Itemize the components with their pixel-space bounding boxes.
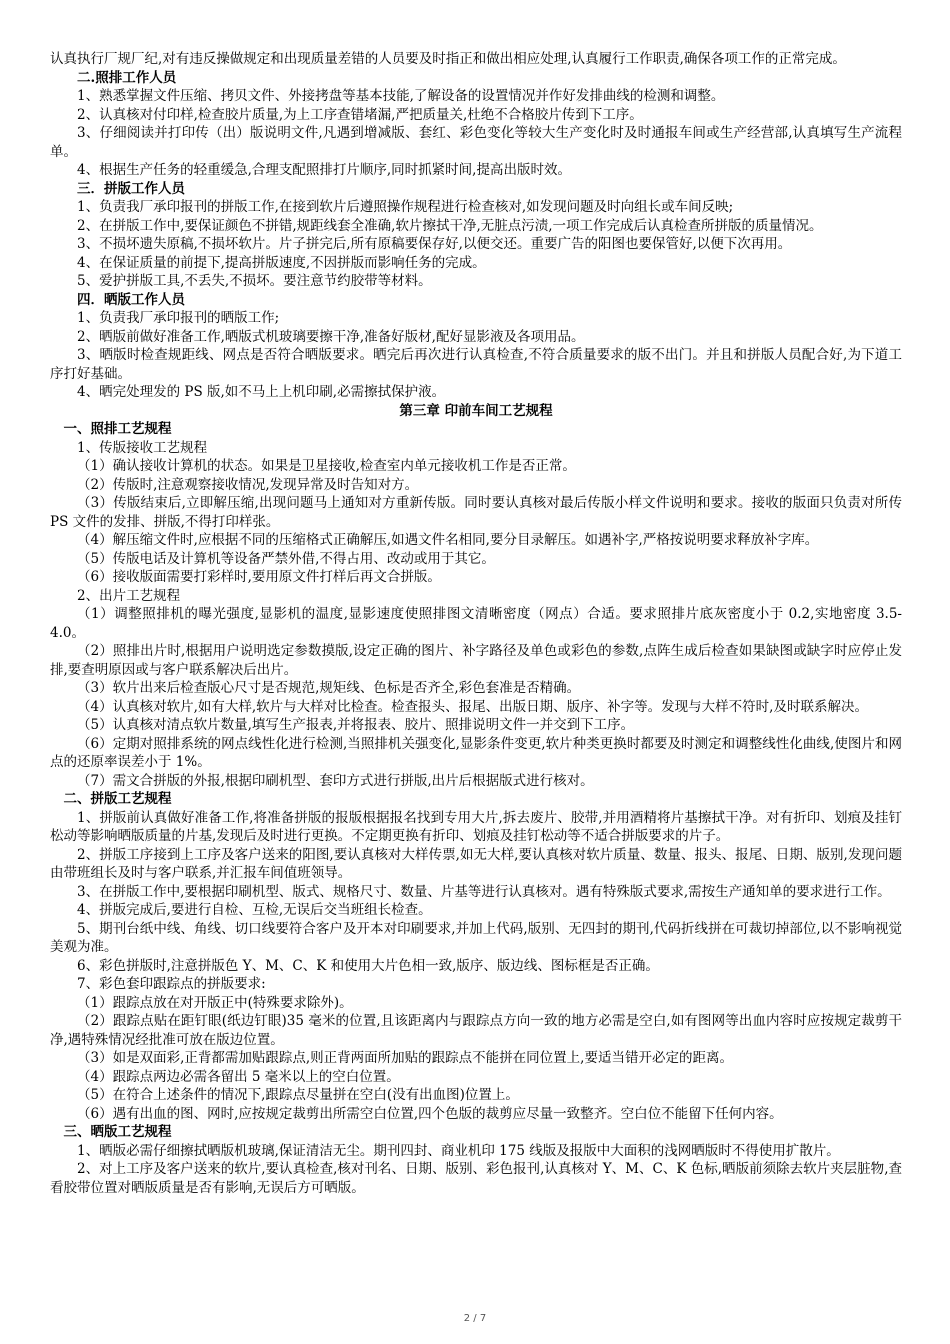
document-body: [50, 50, 902, 1197]
paragraph: 4、晒完处理发的 PS 版,如不马上上机印刷,必需擦拭保护液。: [77, 384, 446, 400]
paragraph: （4）解压缩文件时,应根据不同的压缩格式正确解压,如遇文件名相同,要分目录解压。如遇补字,严格按说明要求释放补字库。: [77, 532, 819, 548]
paragraph: （1）确认接收计算机的状态。如果是卫星接收,检查室内单元接收机工作是否正常。: [77, 458, 576, 474]
paragraph: 3、不损坏遗失原稿,不损坏软片。片子拼完后,所有原稿要保存好,以便交还。重要广告的阳图也要保管好,以便下次再用。: [77, 236, 792, 252]
paragraph: （3）传版结束后,立即解压缩,出现问题马上通知对方重新传版。同时要认真核对最后传版小样文件说明和要求。接收的版面只负责对所传 PS 文件的发排、拼版,不得打印样张。: [50, 495, 902, 530]
paragraph: （4）跟踪点两边必需各留出 5 毫米以上的空白位置。: [77, 1068, 400, 1085]
paragraph: 1、负责我厂承印报刊的晒版工作;: [77, 310, 280, 326]
paragraph: （2）跟踪点贴在距钉眼(纸边钉眼)35 毫米的位置,且该距离内与跟踪点方向一致的地方必需是空白,如有图网等出血内容时应按规定裁剪干净,遇特殊情况经批准可放在版边位置。: [50, 1013, 902, 1048]
paragraph: 2、在拼版工作中,要保证颜色不拼错,规距线套全准确,软片擦拭干净,无脏点污渍,一项工作完成后认真检查所拼版的质量情况。: [77, 217, 823, 234]
section-heading: 四．晒版工作人员: [77, 291, 185, 308]
paragraph: 5、爱护拼版工具,不丢失,不损坏。要注意节约胶带等材料。: [77, 273, 432, 289]
paragraph: （2）照排出片时,根据用户说明选定参数摸版,设定正确的图片、补字路径及单色或彩色的参数,点阵生成后检查如果缺图或缺字时应停止发排,要查明原因或与客户联系解决后出片。: [50, 643, 902, 678]
paragraph: 2、晒版前做好准备工作,晒版式机玻璃要擦干净,准备好版材,配好显影液及各项用品。: [77, 328, 585, 345]
paragraph: （6）遇有出血的图、网时,应按规定裁剪出所需空白位置,四个色版的裁剪应尽量一致整齐。空白位不能留下任何内容。: [77, 1105, 783, 1122]
paragraph: 3、晒版时检查规距线、网点是否符合晒版要求。晒完后再次进行认真检查,不符合质量要求的版不出门。并且和拼版人员配合好,为下道工序打好基础。: [50, 347, 902, 382]
paragraph: 1、传版接收工艺规程: [77, 439, 208, 456]
paragraph: （1）跟踪点放在对开版正中(特殊要求除外)。: [77, 994, 353, 1011]
paragraph: 3、在拼版工作中,要根据印刷机型、版式、规格尺寸、数量、片基等进行认真核对。遇有特殊版式要求,需按生产通知单的要求进行工作。: [77, 883, 891, 900]
paragraph: 4、在保证质量的前提下,提高拼版速度,不因拼版而影响任务的完成。: [77, 254, 486, 271]
section-heading: 三、晒版工艺规程: [63, 1124, 172, 1140]
paragraph: 1、拼版前认真做好准备工作,将准备拼版的报版根据报名找到专用大片,拆去废片、胶带,并用酒精将片基擦拭干净。对有折印、划痕及挂钉松动等影响晒版质量的片基,发现后及时进行更换。不定期更换有折印、划痕及挂钉松动等不适合拼版要求的片子。: [50, 809, 902, 844]
paragraph: 2、认真核对付印样,检查胶片质量,为上工序查错堵漏,严把质量关,杜绝不合格胶片传到下工序。: [77, 106, 643, 123]
paragraph: 认真执行厂规厂纪,对有违反操做规定和出现质量差错的人员要及时指正和做出相应处理,认真履行工作职责,确保各项工作的正常完成。: [50, 51, 846, 67]
section-heading: 三．拼版工作人员: [77, 180, 185, 197]
paragraph: 4、拼版完成后,要进行自检、互检,无误后交当班组长检查。: [77, 902, 432, 918]
paragraph: 2、拼版工序接到上工序及客户送来的阳图,要认真核对大样传票,如无大样,要认真核对软片质量、数量、报头、报尾、日期、版别,发现问题由带班组长及时与客户联系,并汇报车间值班领导。: [50, 846, 902, 881]
chapter-title: 第三章 印前车间工艺规程: [399, 402, 553, 419]
paragraph: （6）接收版面需要打彩样时,要用原文件打样后再文合拼版。: [77, 569, 441, 585]
paragraph: （5）认真核对清点软片数量,填写生产报表,并将报表、胶片、照排说明文件一并交到下工序。: [77, 717, 635, 733]
paragraph: （3）如是双面彩,正背都需加贴跟踪点,则正背两面所加贴的跟踪点不能拼在同位置上,要适当错开必定的距离。: [77, 1050, 733, 1066]
paragraph: （4）认真核对软片,如有大样,软片与大样对比检查。检查报头、报尾、出版日期、版序、补字等。发现与大样不符时,及时联系解决。: [77, 698, 868, 715]
paragraph: 2、对上工序及客户送来的软片,要认真检查,核对刊名、日期、版别、彩色报刊,认真核对 Y、M、C、K 色标,晒版前须除去软片夹层脏物,查看胶带位置对晒版质量是否有影响,无误后方可晒版。: [50, 1161, 902, 1196]
section-heading: 一、照排工艺规程: [63, 421, 172, 437]
paragraph: 1、晒版必需仔细擦拭晒版机玻璃,保证清洁无尘。期刊四封、商业机印 175 线版及报版中大面积的浅网晒版时不得使用扩散片。: [77, 1142, 840, 1159]
paragraph: （1）调整照排机的曝光强度,显影机的温度,显影速度使照排图文清晰密度（网点）合适。要求照排片底灰密度小于 0.2,实地密度 3.5-4.0。: [50, 606, 902, 641]
paragraph: （3）软片出来后检查版心尺寸是否规范,规矩线、色标是否齐全,彩色套准是否精确。: [77, 680, 581, 696]
paragraph: 2、出片工艺规程: [77, 587, 181, 604]
paragraph: 1、负责我厂承印报刊的拼版工作,在接到软片后遵照操作规程进行检查核对,如发现问题及时向组长或车间反映;: [77, 199, 734, 215]
paragraph: 5、期刊台纸中线、角线、切口线要符合客户及开本对印刷要求,并加上代码,版别、无四封的期刊,代码折线拼在可裁切掉部位,以不影响视觉美观为准。: [50, 920, 902, 955]
paragraph: （5）在符合上述条件的情况下,跟踪点尽量拼在空白(没有出血图)位置上。: [77, 1087, 519, 1103]
paragraph: （5）传版电话及计算机等设备严禁外借,不得占用、改动或用于其它。: [77, 550, 495, 567]
paragraph: 6、彩色拼版时,注意拼版色 Y、M、C、K 和使用大片色相一致,版序、版边线、图标框是否正确。: [77, 957, 659, 974]
page-number: 2 / 7: [463, 1313, 487, 1324]
paragraph: 3、仔细阅读并打印传（出）版说明文件,凡遇到增减版、套红、彩色变化等较大生产变化时及时通报车间或生产经营部,认真填写生产流程单。: [50, 125, 902, 160]
section-heading: 二.照排工作人员: [77, 69, 177, 86]
paragraph: （2）传版时,注意观察接收情况,发现异常及时告知对方。: [77, 476, 419, 493]
paragraph: 4、根据生产任务的轻重缓急,合理支配照排打片顺序,同时抓紧时间,提高出版时效。: [77, 162, 571, 178]
paragraph: （7）需文合拼版的外报,根据印刷机型、套印方式进行拼版,出片后根据版式进行核对。: [77, 772, 594, 789]
paragraph: 7、彩色套印跟踪点的拼版要求:: [77, 976, 266, 992]
section-heading: 二、拼版工艺规程: [63, 791, 172, 807]
paragraph: 1、熟悉掌握文件压缩、拷贝文件、外接拷盘等基本技能,了解设备的设置情况并作好发排曲线的检测和调整。: [77, 88, 725, 104]
paragraph: （6）定期对照排系统的网点线性化进行检测,当照排机关强变化,显影条件变更,软片种类更换时都要及时测定和调整线性化曲线,使图片和网点的还原率误差小于 1%。: [50, 735, 902, 770]
